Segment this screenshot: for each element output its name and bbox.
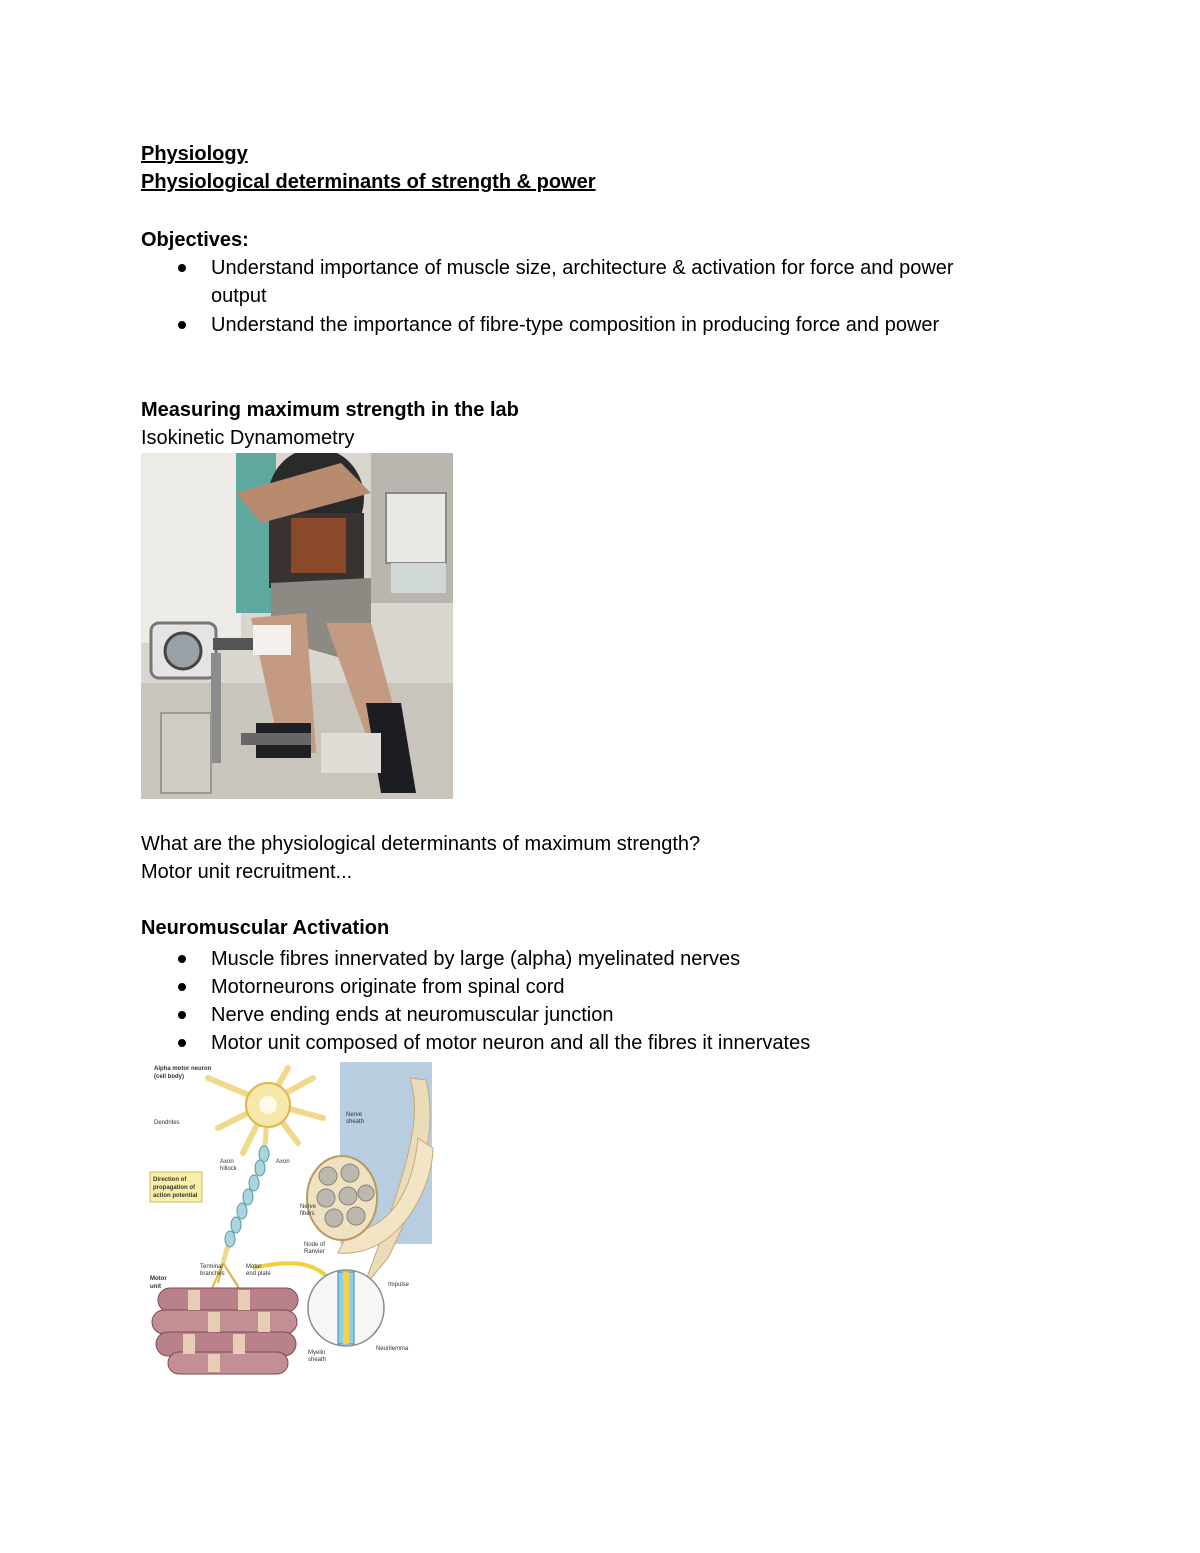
label-cell-body: (cell body)	[154, 1074, 185, 1080]
label-motor-unit-1: Motor	[150, 1276, 167, 1282]
label-nerve-sheath-1: Nerve	[346, 1112, 363, 1118]
label-terminal-1: Terminal	[200, 1264, 223, 1270]
label-direction-1: Direction of	[153, 1177, 187, 1183]
label-axon-hillock-2: hillock	[220, 1166, 237, 1172]
bullet-icon	[178, 264, 186, 272]
bullet-icon	[178, 1039, 186, 1047]
objective-item: Understand the importance of fibre-type composition in producing force and power	[211, 314, 940, 336]
label-motor-unit-2: unit	[150, 1284, 161, 1290]
bullet-icon	[178, 983, 186, 991]
label-node-2: Ranvier	[304, 1249, 325, 1255]
label-axon-hillock-1: Axon	[220, 1159, 234, 1165]
determinants-answer: Motor unit recruitment...	[141, 861, 353, 883]
topic-title: Physiological determinants of strength & power	[141, 171, 596, 193]
label-node-1: Node of	[304, 1242, 326, 1248]
objective-item-continuation: output	[211, 285, 267, 307]
label-direction-2: propagation of	[153, 1185, 195, 1191]
determinants-question: What are the physiological determinants of maximum strength?	[141, 833, 701, 855]
label-motor-end-1: Motor	[246, 1264, 262, 1270]
label-nerve-fibers-1: Nerve	[300, 1204, 317, 1210]
neuromuscular-item: Muscle fibres innervated by large (alpha) myelinated nerves	[211, 948, 741, 970]
label-axon: Axon	[276, 1159, 290, 1165]
dynamometry-photo	[141, 453, 453, 799]
neuromuscular-item: Motor unit composed of motor neuron and all the fibres it innervates	[211, 1032, 811, 1054]
label-nerve-fibers-2: fibers	[300, 1211, 315, 1217]
motor-unit-diagram	[148, 1058, 438, 1380]
label-motor-end-2: end plate	[246, 1271, 271, 1277]
bullet-icon	[178, 955, 186, 963]
label-alpha-motor-neuron: Alpha motor neuron	[154, 1066, 212, 1072]
label-myelin-2: sheath	[308, 1357, 327, 1363]
neuromuscular-item: Motorneurons originate from spinal cord	[211, 976, 565, 998]
label-direction-3: action potential	[153, 1193, 198, 1199]
measuring-subheading: Isokinetic Dynamometry	[141, 427, 355, 449]
measuring-heading: Measuring maximum strength in the lab	[141, 399, 519, 421]
label-terminal-2: branches	[200, 1271, 225, 1277]
bullet-icon	[178, 1011, 186, 1019]
neuromuscular-heading: Neuromuscular Activation	[141, 917, 390, 939]
label-impulse: Impulse	[388, 1282, 410, 1288]
label-neurilemma: Neurilemma	[376, 1346, 409, 1352]
course-title: Physiology	[141, 143, 248, 165]
neuromuscular-item: Nerve ending ends at neuromuscular junction	[211, 1004, 614, 1026]
label-nerve-sheath-2: sheath	[346, 1119, 365, 1125]
label-myelin-1: Myelin	[308, 1350, 326, 1356]
objective-item: Understand importance of muscle size, architecture & activation for force and power	[211, 257, 954, 279]
bullet-icon	[178, 321, 186, 329]
objectives-heading: Objectives:	[141, 229, 249, 251]
label-dendrites: Dendrites	[154, 1120, 180, 1126]
